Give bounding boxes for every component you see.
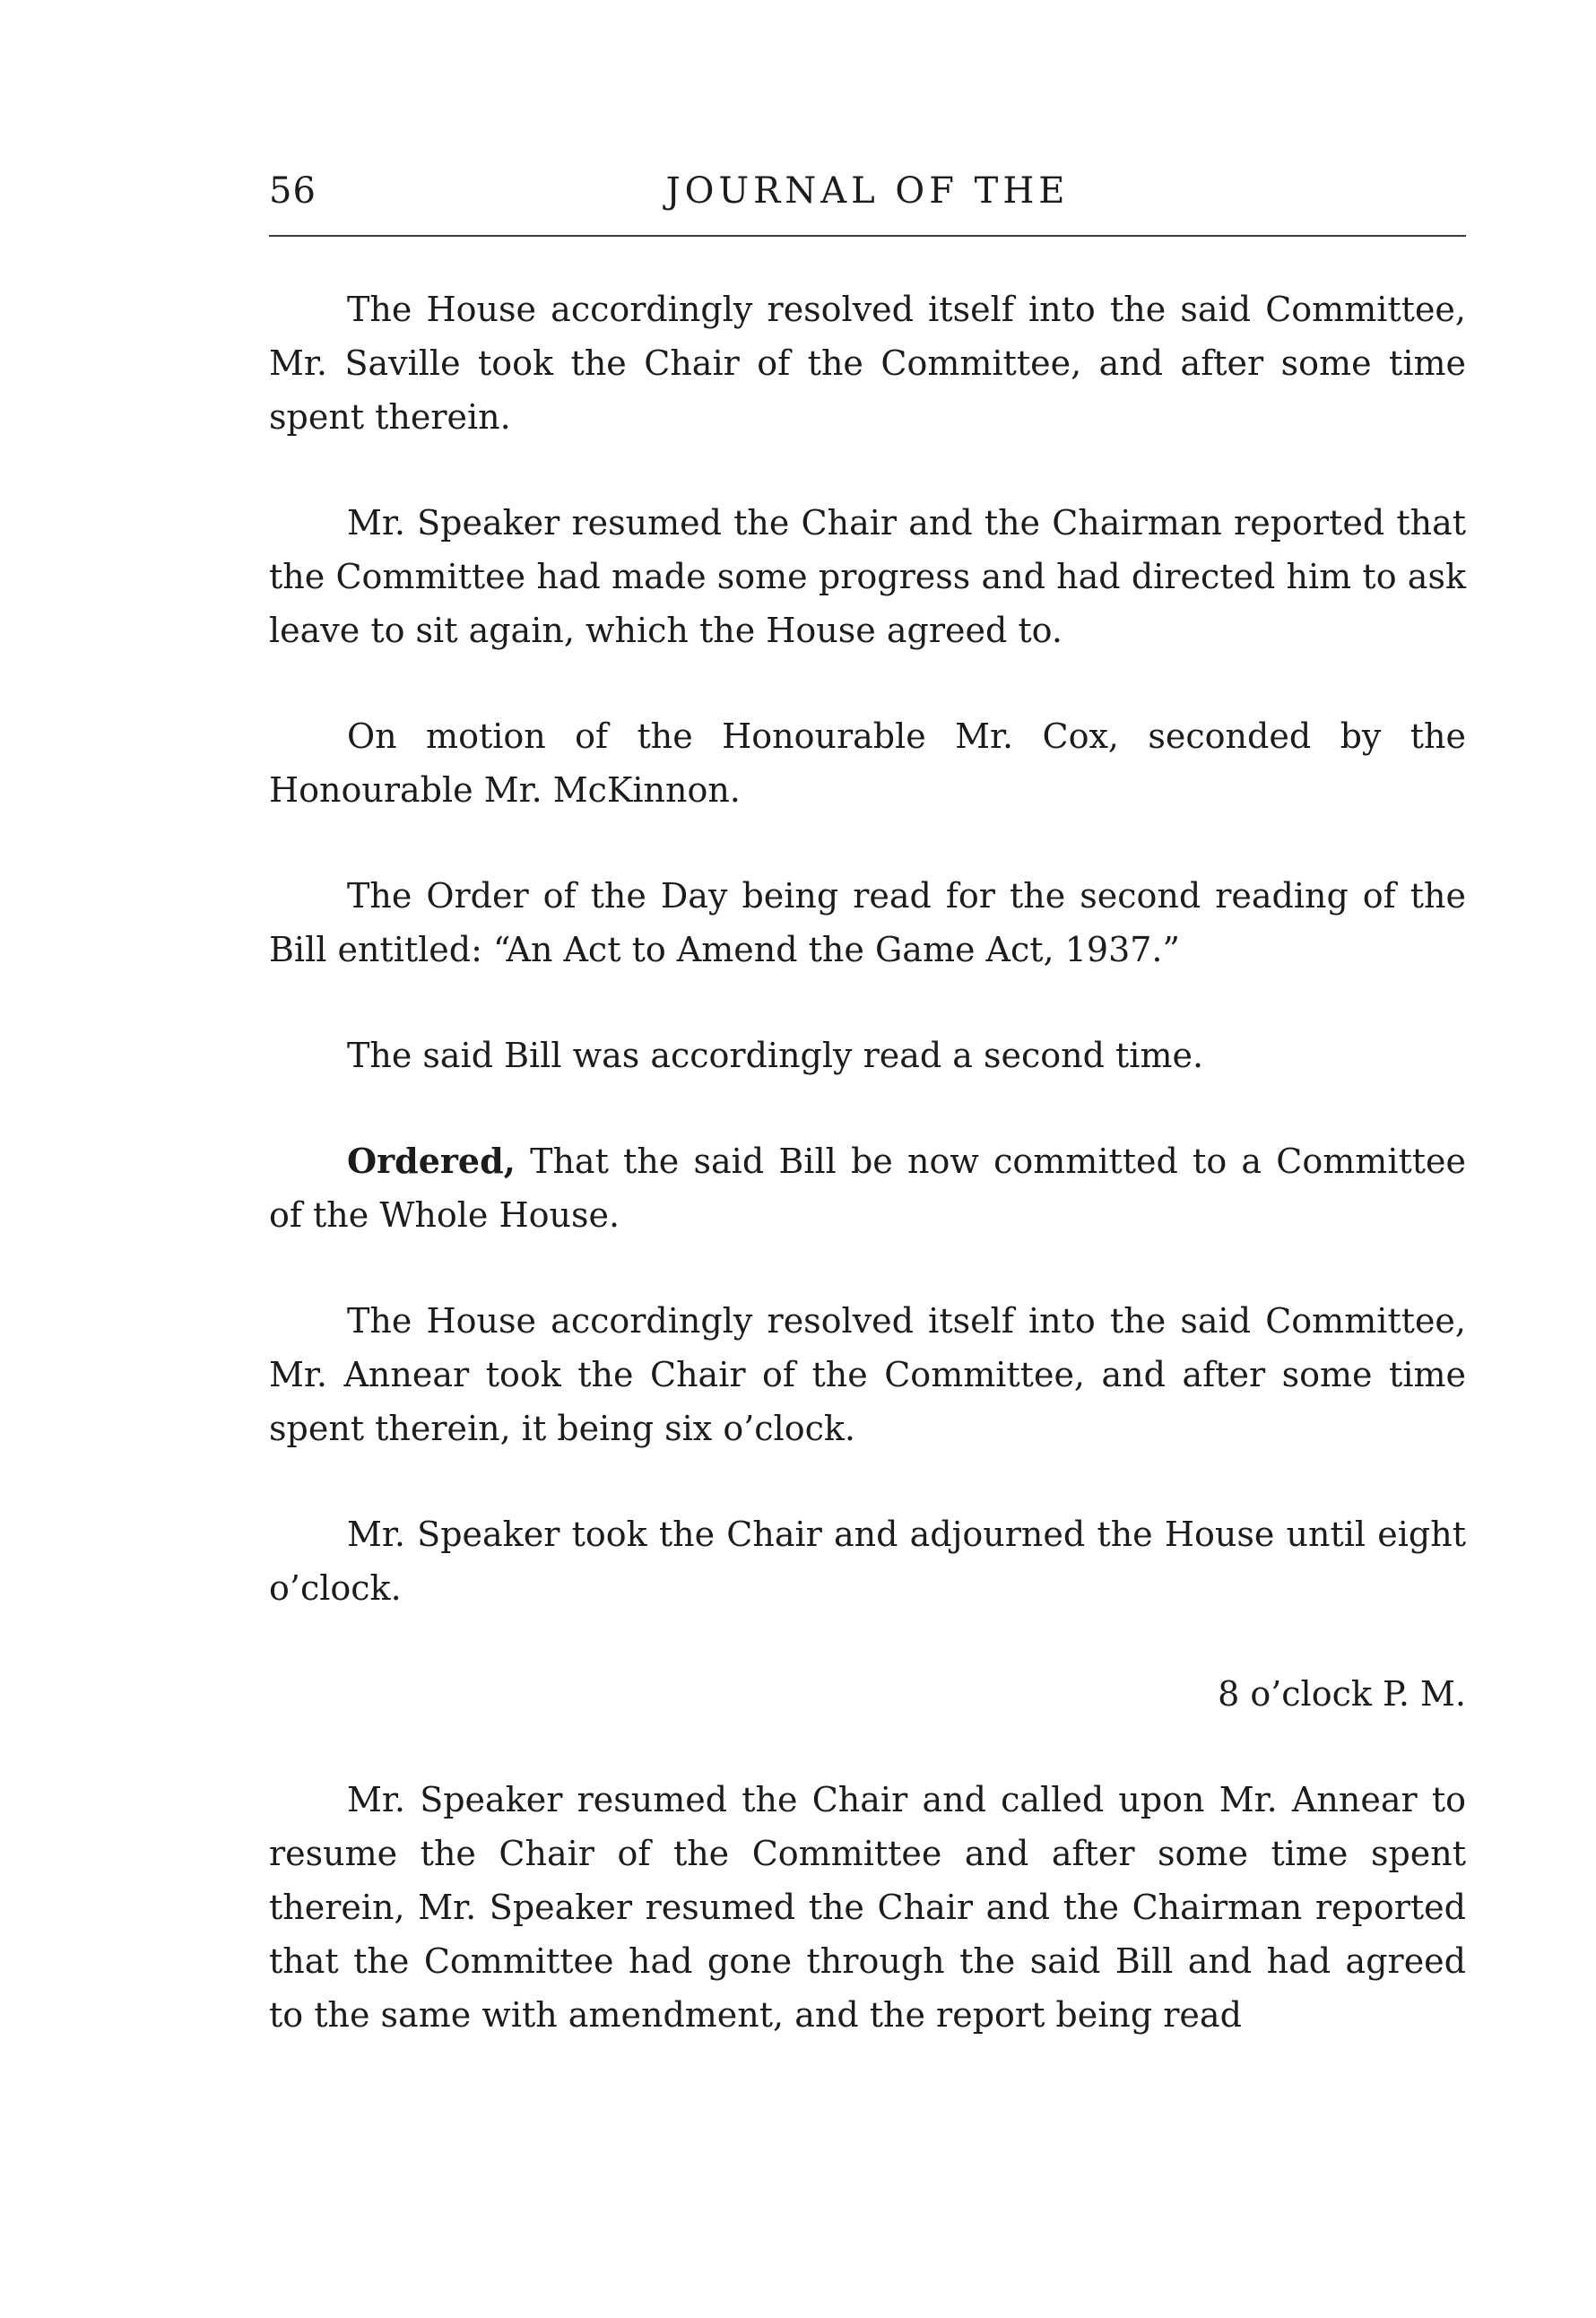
paragraph-second-reading: The said Bill was accordingly read a second time. bbox=[347, 1036, 1204, 1075]
journal-body bbox=[269, 282, 1466, 2042]
paragraph-ordered bbox=[269, 1134, 1466, 1242]
ordered-text: That the said Bill be now committed to a Committee of the Whole House. bbox=[269, 1142, 1466, 1235]
paragraph-committee-saville: The House accordingly resolved itself into the said Committee, Mr. Saville took the Chair of the Committee, and after some time spent therein. bbox=[269, 290, 1466, 437]
header-rule bbox=[269, 235, 1466, 237]
paragraph-speaker-resumed: Mr. Speaker resumed the Chair and the Chairman reported that the Committee had made some progress and had directed him to ask leave to sit again, which the House agreed to. bbox=[269, 503, 1466, 650]
paragraph-committee-annear: The House accordingly resolved itself into the said Committee, Mr. Annear took the Chair of the Committee, and after some time spent therein, it being six o’clock. bbox=[269, 1301, 1466, 1448]
ordered-lead: Ordered, bbox=[347, 1141, 516, 1181]
page-number: 56 bbox=[269, 170, 317, 212]
page-header bbox=[269, 170, 1466, 224]
running-head: JOURNAL OF THE bbox=[665, 170, 1070, 212]
paragraph-motion-cox: On motion of the Honourable Mr. Cox, seconded by the Honourable Mr. McKinnon. bbox=[269, 716, 1466, 810]
time-marker: 8 o’clock P. M. bbox=[1218, 1674, 1466, 1714]
paragraph-evening-resumed: Mr. Speaker resumed the Chair and called upon Mr. Annear to resume the Chair of the Committee and after some time spent therein, Mr. Speaker resumed the Chair and the Chairman reported that the Committee had gone through the said Bill and had agreed to the same with amendment, and the report being read bbox=[269, 1780, 1466, 2035]
paragraph-adjourned: Mr. Speaker took the Chair and adjourned the House until eight o’clock. bbox=[269, 1515, 1466, 1608]
paragraph-order-of-day: The Order of the Day being read for the second reading of the Bill entitled: “An Act to Amend the Game Act, 1937.” bbox=[269, 876, 1466, 969]
